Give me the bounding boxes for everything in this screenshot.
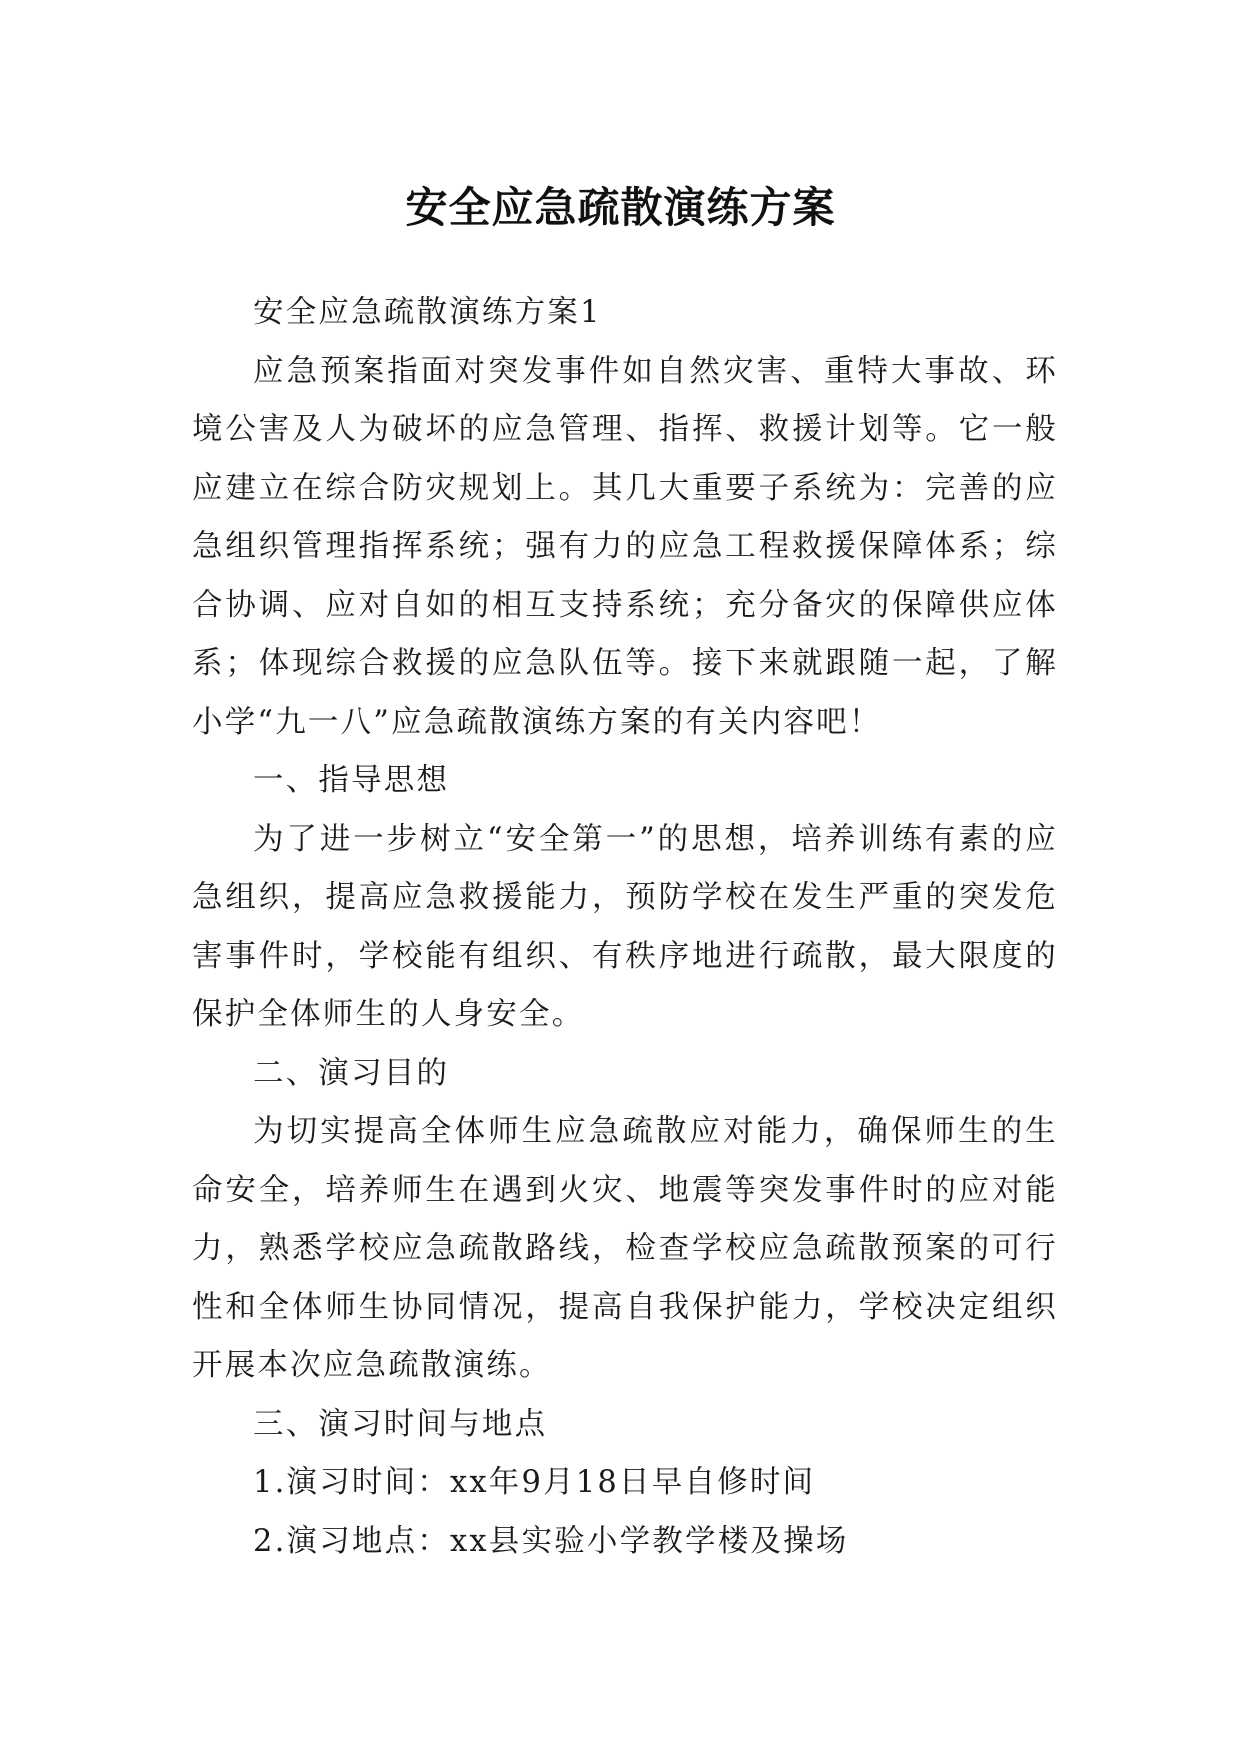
intro-paragraph: 应急预案指面对突发事件如自然灾害、重特大事故、环境公害及人为破坏的应急管理、指挥、救援计划等。它一般应建立在综合防灾规划上。其几大重要子系统为：完善的应急组织管理指挥系统；强有力的应急工程救援保障体系；综合协调、应对自如的相互支持系统；充分备灾的保障供应体系；体现综合救援的应急队伍等。接下来就跟随一起，了解小学“九一八”应急疏散演练方案的有关内容吧！: [192, 353, 1058, 740]
section-heading: 三、演习时间与地点: [253, 1406, 548, 1442]
document-body: [192, 284, 1058, 1571]
document-title: 安全应急疏散演练方案: [405, 183, 836, 233]
drill-time-item: 1.演习时间：xx年9月18日早自修时间: [253, 1465, 816, 1500]
guiding-idea-paragraph: 为了进一步树立“安全第一”的思想，培养训练有素的应急组织，提高应急救援能力，预防学校在发生严重的突发危害事件时，学校能有组织、有秩序地进行疏散，最大限度的保护全体师生的人身安全。: [192, 821, 1058, 1032]
drill-location-item: 2.演习地点：xx县实验小学教学楼及操场: [253, 1523, 849, 1559]
section-heading: 二、演习目的: [253, 1055, 450, 1091]
purpose-paragraph: 为切实提高全体师生应急疏散应对能力，确保师生的生命安全，培养师生在遇到火灾、地震等突发事件时的应对能力，熟悉学校应急疏散路线，检查学校应急疏散预案的可行性和全体师生协同情况，提高自我保护能力，学校决定组织开展本次应急疏散演练。: [192, 1114, 1058, 1383]
section-heading: 一、指导思想: [253, 763, 450, 798]
section-heading: 安全应急疏散演练方案1: [253, 295, 602, 330]
